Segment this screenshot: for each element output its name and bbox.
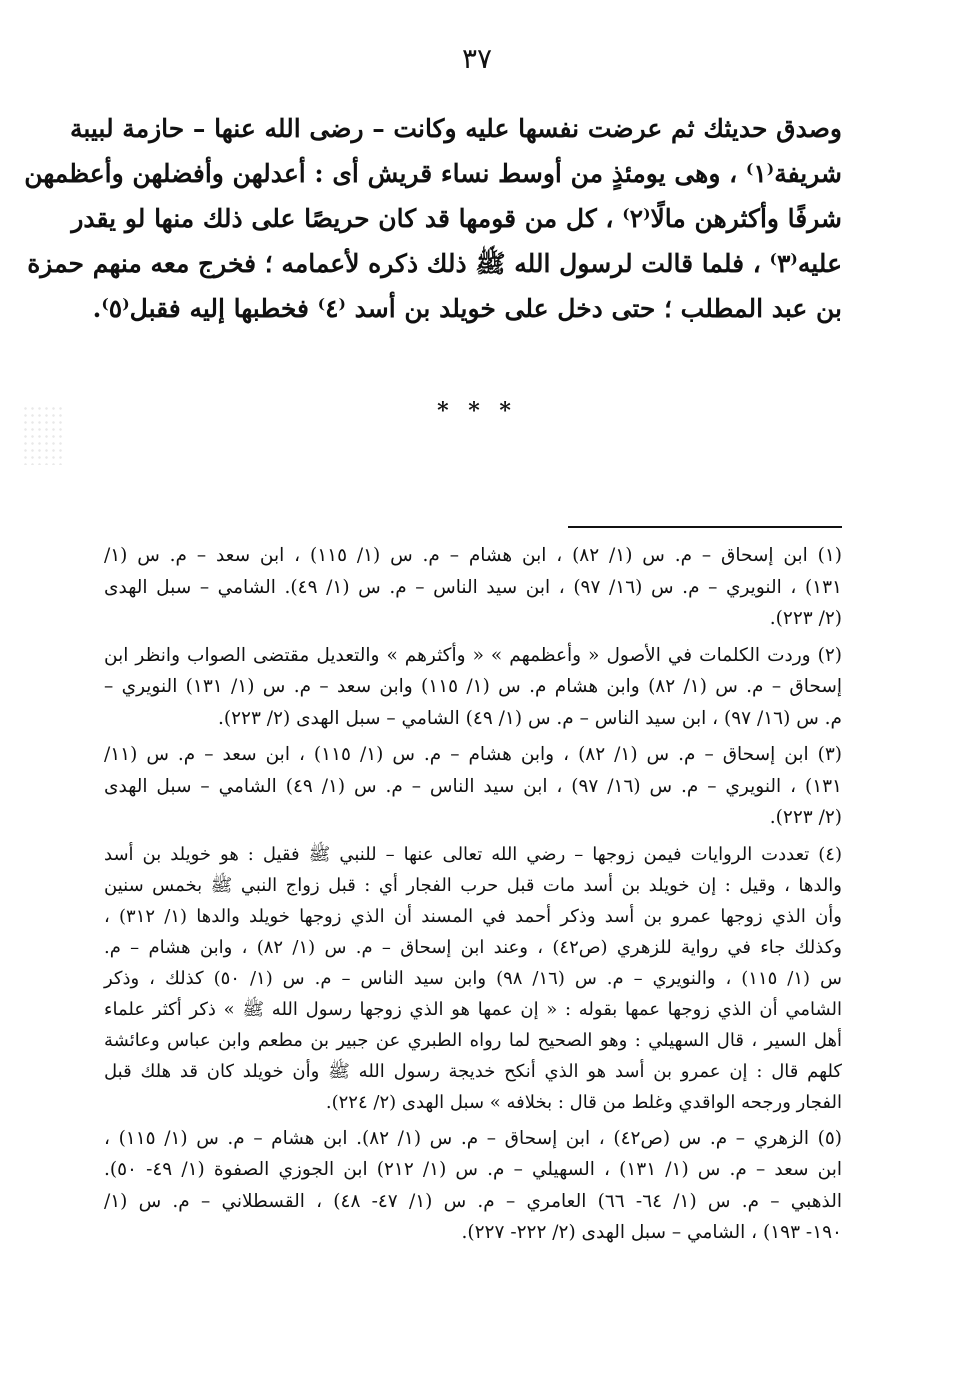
text-line: شرفًا وأكثرهن مالًا⁽٢⁾ ، كل من قومها قد كان حريصًا على ذلك منها لو يقدر xyxy=(71,204,842,233)
footnote-line: س (١/ ١١٥) ، والنويري – م. س (١٦/ ٩٨) وابن سيد الناس – م. س (١/ ٥٠) كذلك ، وذكر xyxy=(104,967,842,989)
text-line: عليه⁽٣⁾ ، فلما قالت لرسول الله ﷺ ذلك ذكره لأعمامه ؛ فخرج معه منهم حمزة xyxy=(27,249,842,278)
footnote-line: وكذلك جاء في رواية للزهري (ص٤٢) ، وعند ابن إسحاق – م. س (١/ ٨٢) ، وابن هشام – م. xyxy=(104,936,842,958)
scan-speckle xyxy=(22,405,62,465)
footnote-line: (١) ابن إسحاق – م. س (١/ ٨٢) ، ابن هشام – م. س (١/ ١١٥) ، ابن سعد – م. س (١/ xyxy=(104,545,842,566)
text-line: بن عبد المطلب ؛ حتى دخل على خويلد بن أسد ⁽٤⁾ فخطبها إليه فقبل⁽٥⁾. xyxy=(92,294,842,323)
footnote-line: (٢/ ٢٢٣). xyxy=(769,608,842,629)
footnote-line: الفجار ورجحه الواقدي وغلط من قال : بخلافه » سبل الهدى (٢/ ٢٢٤). xyxy=(325,1091,842,1113)
main-text xyxy=(24,106,842,331)
footnote-line: ١٩٠- ١٩٣) ، الشامي – سبل الهدى (٢/ ٢٢٢- ٢٢٧). xyxy=(461,1222,842,1243)
footnote-5 xyxy=(104,1123,842,1249)
footnote-line: (٢/ ٢٢٣). xyxy=(769,807,842,828)
footnote-line: (٣) ابن إسحاق – م. س (١/ ٨٢) ، وابن هشام – م. س (١/ ١١٥) ، ابن سعد – م. س (١١/ xyxy=(104,744,842,765)
footnote-line: (٤) تعددت الروايات فيمن زوجها – رضي الله تعالى عنها – للنبي ﷺ فقيل : هو خويلد بن أسد xyxy=(104,843,842,865)
footnote-line: (٥) الزهري – م. س (ص٤٢) ، ابن إسحاق – م. س (١/ ٨٢). ابن هشام – م. س (١/ ١١٥) ، xyxy=(104,1127,842,1149)
footnote-line: إسحاق – م. س (١/ ٨٢) وابن هشام م. س (١/ ١١٥) وابن سعد – م. س (١/ ١٣١) النويري – xyxy=(104,676,842,697)
footnote-line: الذهبي – م. س (١/ ٦٤- ٦٦) العامري – م. س (١/ ٤٧- ٤٨) ، القسطلاني – م. س (١/ xyxy=(104,1190,842,1212)
footnote-line: ١٣١) ، النويري – م. س (١٦/ ٩٧) ، ابن سيد الناس – م. س (١/ ٤٩) الشامي – سبل الهدى xyxy=(104,775,842,797)
footnote-line: كلهم قال : إن عمرو بن أسد هو الذي أنكح خديجة رسول الله ﷺ وأن خويلد كان قد هلك قبل xyxy=(104,1060,842,1082)
page-number: ٣٧ xyxy=(461,42,493,75)
footnote-1 xyxy=(104,540,842,635)
footnote-line: ١٣١) ، النويري – م. س (١٦/ ٩٧) ، ابن سيد الناس – م. س (١/ ٤٩). الشامي – سبل الهدى xyxy=(104,576,842,598)
text-line: وصدق حديثك ثم عرضت نفسها عليه وكانت – رضى الله عنها – حازمة لبيبة xyxy=(69,114,842,143)
footnote-line: م. س (١٦/ ٩٧) ، ابن سيد الناس – م. س (١/ ٤٩) الشامي – سبل الهدى (٢/ ٢٢٣). xyxy=(217,707,842,729)
footnote-4 xyxy=(104,839,842,1118)
footnotes xyxy=(104,540,842,1254)
footnote-line: (٢) وردت الكلمات في الأصول « وأعظمهم » « وأكثرهم » والتعديل مقتضى الصواب وانظر ابن xyxy=(104,644,842,666)
footnote-line: أهل السير ، قال السهيلي : وهو الصحيح لما رواه الطبري عن جبير بن مطعم وابن عباس وعائشة xyxy=(104,1029,842,1051)
text-line: شريفة⁽١⁾ ، وهى يومئذٍ من أوسط نساء قريش أى : أعدلهن وأفضلهن وأعظمهن xyxy=(24,159,842,188)
footnote-line: والدها ، وقيل : إن خويلد بن أسد مات قبل حرب الفجار أي : قبل زواج النبي ﷺ بخمس سنين xyxy=(104,874,842,896)
footnote-line: وأن الذي زوجها عمرو بن أسد وذكر أحمد في المسند أن الذي زوجها خويلد والدها (١/ ٣١٢) ، xyxy=(104,905,842,927)
footnote-line: الشامي أن الذي زوجها عمها بقوله : « إن عمها هو الذي زوجها رسول الله ﷺ » ذكر أكثر علماء xyxy=(104,998,842,1020)
footnote-3 xyxy=(104,739,842,834)
footnote-rule xyxy=(568,526,842,528)
section-separator: * * * xyxy=(437,398,517,424)
footnote-2 xyxy=(104,640,842,735)
footnote-line: ابن سعد – م. س (١/ ١٣١) ، السهيلي – م. س (١/ ٢١٢) ابن الجوزي الصفوة (١/ ٤٩- ٥٠). xyxy=(104,1159,842,1180)
